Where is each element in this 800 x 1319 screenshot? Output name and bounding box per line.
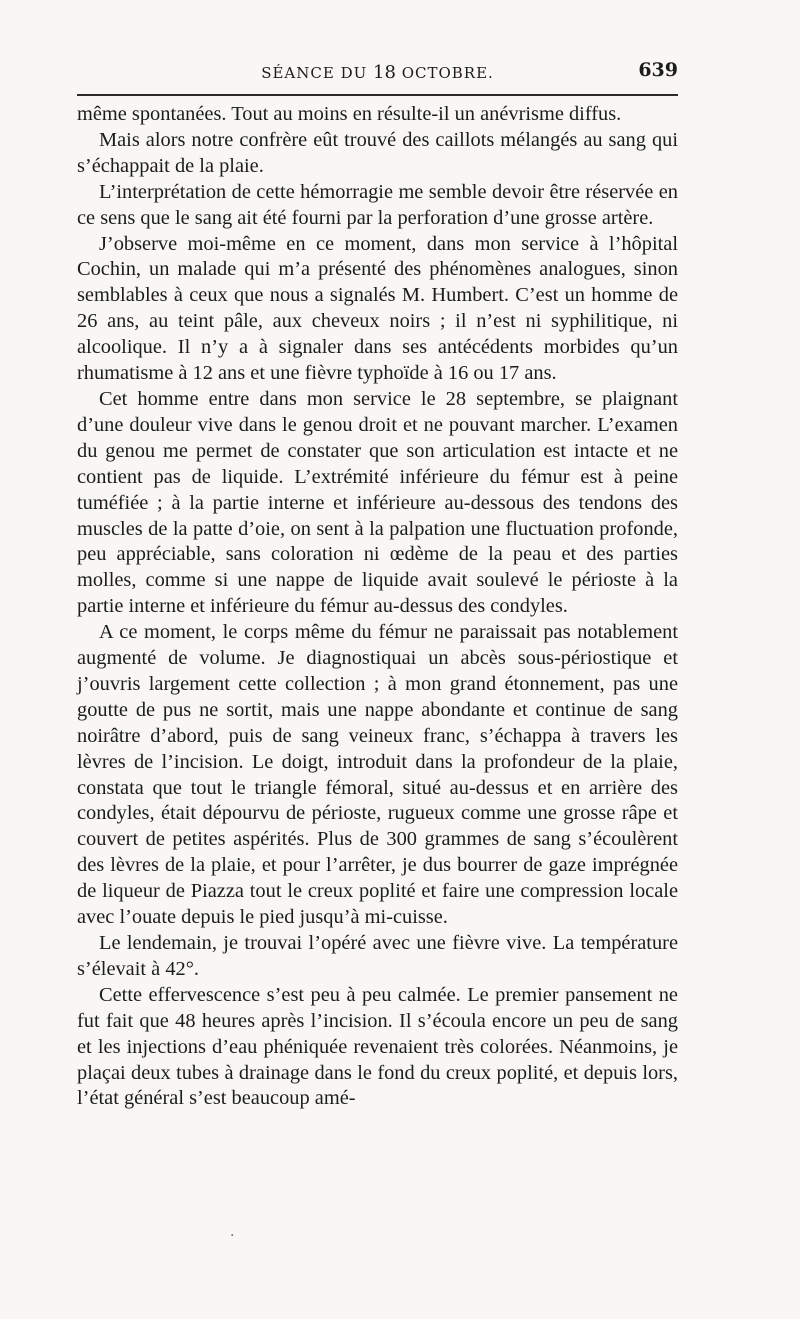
paragraph: A ce moment, le corps même du fémur ne paraissait pas notablement augmenté de volume. Je diagnostiquai un abcès sous-périostique et j’ouvris largement cette collection ; à mon grand étonnement, pas une goutte de pus ne sortit, mais une nappe abondante et continue de sang noirâtre d’abord, puis de sang veineux franc, s’échappa à travers les lèvres de l’incision. Le doigt, introduit dans la profondeur de la plaie, constata que tout le triangle fémoral, situé au-dessus et en arrière des condyles, était dépourvu de périoste, rugueux comme une grosse râpe et couvert de petites aspérités. Plus de 300 grammes de sang s’écoulèrent des lèvres de la plaie, et pour l’arrêter, je dus bourrer de gaze imprégnée de liqueur de Piazza tout le creux poplité et faire une compression locale avec l’ouate depuis le pied jusqu’à mi-cuisse. <box>77 621 678 929</box>
paragraph: même spontanées. Tout au moins en résulte-il un anévrisme diffus. <box>77 103 622 125</box>
book-page <box>77 58 678 1112</box>
header-rule <box>77 94 678 96</box>
paragraph: J’observe moi-même en ce moment, dans mon service à l’hôpital Cochin, un malade qui m’a présenté des phénomènes analogues, sinon semblables à ceux que nous a signalés M. Humbert. C’est un homme de 26 ans, au teint pâle, aux cheveux noirs ; il n’est ni syphilitique, ni alcoolique. Il n’y a à signaler dans ses antécédents morbides qu’un rhumatisme à 12 ans et une fièvre typhoïde à 16 ou 17 ans. <box>77 232 678 385</box>
running-header <box>77 58 678 88</box>
paragraph: Cette effervescence s’est peu à peu calmée. Le premier pansement ne fut fait que 48 heures après l’incision. Il s’écoula encore un peu de sang et les injections d’eau phéniquée revenaient très colorées. Néanmoins, je plaçai deux tubes à drainage dans le fond du creux poplité, et depuis lors, l’état général s’est beaucoup amé- <box>77 983 678 1110</box>
paragraph: Mais alors notre confrère eût trouvé des caillots mélangés au sang qui s’échappait de la plaie. <box>77 128 678 177</box>
running-title: SÉANCE DU 18 OCTOBRE. <box>261 62 494 83</box>
session-day: 18 <box>373 62 396 83</box>
page-number: 639 <box>638 59 678 81</box>
ink-speck: · <box>230 1228 235 1244</box>
paragraph: Cet homme entre dans mon service le 28 septembre, se plaignant d’une douleur vive dans le genou droit et ne pouvant marcher. L’examen du genou me permet de constater que son articulation est intacte et ne contient pas de liquide. L’extrémité inférieure du fémur est à peine tuméfiée ; à la partie interne et inférieure au-dessous des tendons des muscles de la patte d’oie, on sent à la palpation une fluctuation profonde, peu appréciable, sans coloration ni œdème de la peau et des parties molles, comme si une nappe de liquide avait soulevé le périoste à la partie interne et inférieure du fémur au-dessus des condyles. <box>77 387 678 618</box>
paragraph: Le lendemain, je trouvai l’opéré avec une fièvre vive. La température s’élevait à 42°. <box>77 932 678 980</box>
body-text <box>77 102 678 1112</box>
paragraph: L’interprétation de cette hémorragie me semble devoir être réservée en ce sens que le sang ait été fourni par la perforation d’une grosse artère. <box>77 180 678 229</box>
